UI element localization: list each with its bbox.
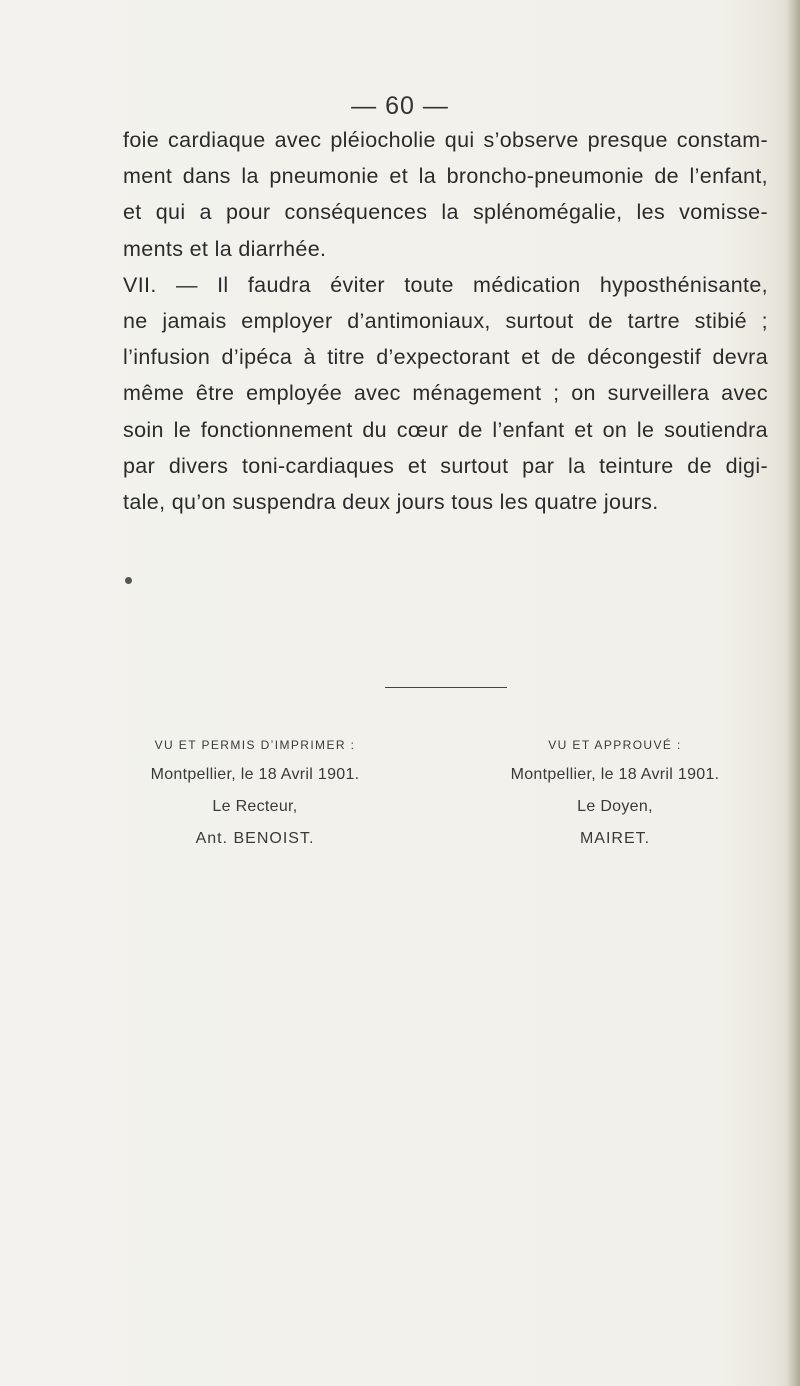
signature-block-dean bbox=[480, 738, 750, 848]
signature-title: Le Recteur, bbox=[212, 798, 298, 815]
body-paragraph bbox=[123, 122, 768, 520]
text-line: par divers toni-cardiaques et surtout par la teinture de digi- bbox=[123, 453, 768, 478]
text-line: l’infusion d’ipéca à titre d’expectorant et de décongestif devra bbox=[123, 345, 768, 370]
text-line: VII. — Il faudra éviter toute médication hyposthénisante, bbox=[123, 272, 768, 297]
signature-title: Le Doyen, bbox=[577, 798, 653, 815]
text-line: ments et la diarrhée. bbox=[123, 236, 327, 261]
page-number: — 60 — bbox=[351, 92, 449, 120]
text-line: foie cardiaque avec pléiocholie qui s’observe presque constam- bbox=[123, 128, 768, 152]
signature-heading: VU ET APPROUVÉ : bbox=[548, 738, 682, 752]
signature-name: Ant. BENOIST. bbox=[195, 830, 315, 847]
signature-name: MAIRET. bbox=[579, 830, 651, 847]
text-line: et qui a pour conséquences la splénomégalie, les vomisse- bbox=[123, 200, 768, 225]
text-line: ment dans la pneumonie et la broncho-pneumonie de l’enfant, bbox=[123, 164, 768, 189]
separator-rule bbox=[385, 687, 507, 688]
text-line: même être employée avec ménagement ; on surveillera avec bbox=[123, 381, 768, 406]
signature-heading: VU ET PERMIS D’IMPRIMER : bbox=[154, 738, 356, 752]
text-line: soin le fonctionnement du cœur de l’enfant et on le soutiendra bbox=[123, 417, 768, 442]
signature-place-date: Montpellier, le 18 Avril 1901. bbox=[510, 766, 720, 783]
signature-block-rector bbox=[120, 738, 390, 848]
page-edge-shadow bbox=[786, 0, 800, 1386]
signature-place-date: Montpellier, le 18 Avril 1901. bbox=[150, 766, 360, 783]
text-line: tale, qu’on suspendra deux jours tous les quatre jours. bbox=[123, 490, 659, 515]
ink-spot bbox=[125, 577, 132, 584]
text-line: ne jamais employer d’antimoniaux, surtout de tartre stibié ; bbox=[123, 309, 768, 334]
